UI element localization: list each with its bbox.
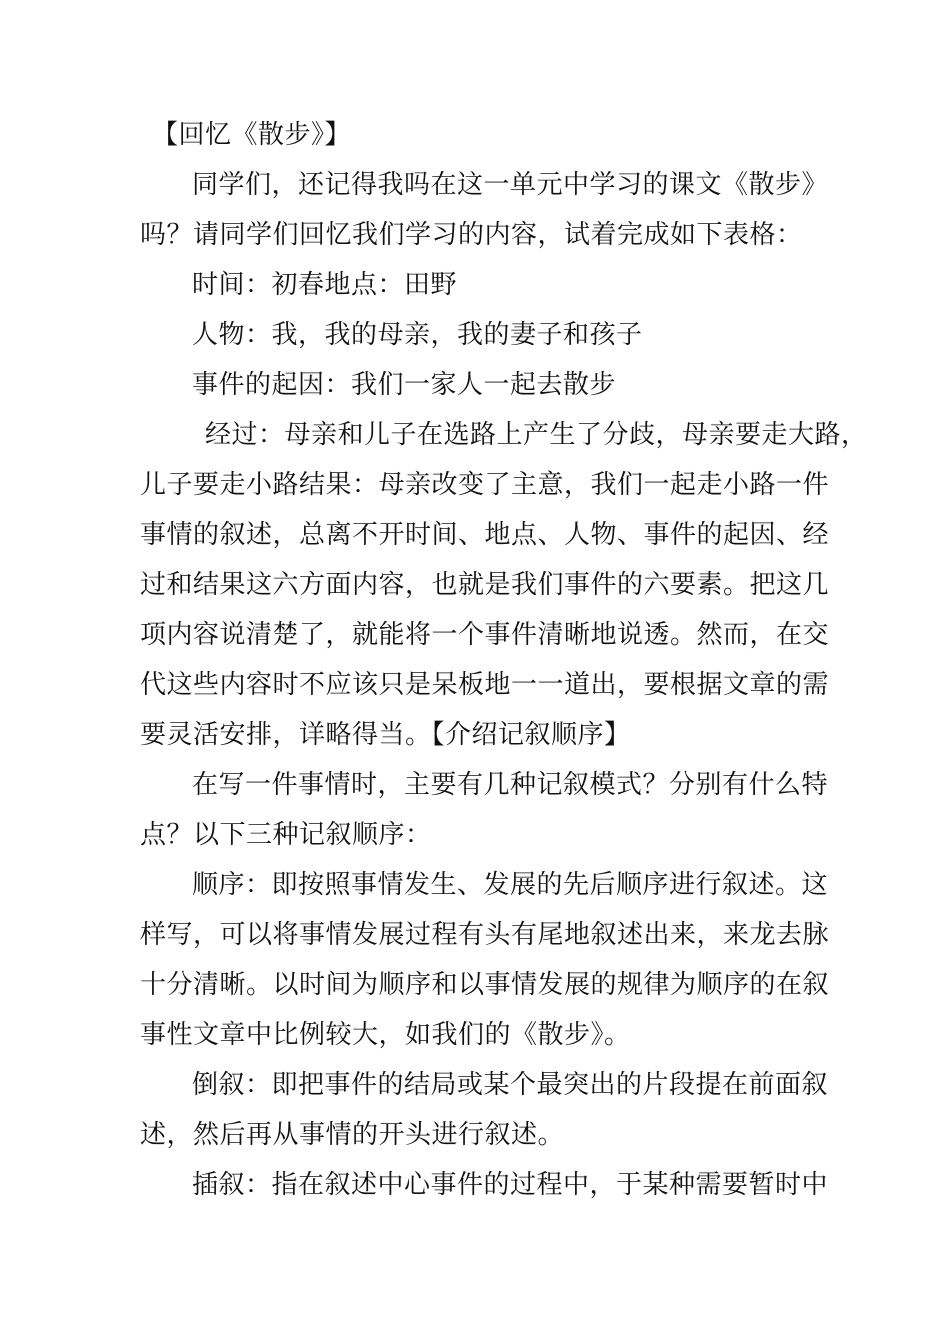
paragraph-line: 过和结果这六方面内容，也就是我们事件的六要素。把这几: [140, 570, 830, 600]
paragraph-line: 时间：初春地点：田野: [192, 270, 458, 300]
paragraph-line: 事件的起因：我们一家人一起去散步: [192, 370, 617, 400]
paragraph-line: 事情的叙述，总离不开时间、地点、人物、事件的起因、经: [140, 520, 830, 550]
paragraph-line: 项内容说清楚了，就能将一个事件清晰地说透。然而，在交: [140, 620, 830, 650]
section-heading-recall: 【回忆《散步》】: [152, 120, 352, 150]
paragraph-line: 人物：我，我的母亲，我的妻子和孩子: [192, 320, 643, 350]
paragraph-line: 在写一件事情时，主要有几种记叙模式？分别有什么特: [192, 770, 829, 800]
paragraph-line: 十分清晰。以时间为顺序和以事情发展的规律为顺序的在叙: [140, 970, 830, 1000]
paragraph-line: 吗？请同学们回忆我们学习的内容，试着完成如下表格：: [140, 220, 803, 250]
paragraph-line: 插叙：指在叙述中心事件的过程中，于某种需要暂时中: [192, 1170, 829, 1200]
paragraph-line: 要灵活安排，详略得当。【介绍记叙顺序】: [140, 720, 631, 750]
paragraph-line: 事性文章中比例较大，如我们的《散步》。: [140, 1020, 631, 1050]
paragraph-line: 经过：母亲和儿子在选路上产生了分歧，母亲要走大路，: [205, 420, 868, 450]
paragraph-line: 顺序：即按照事情发生、发展的先后顺序进行叙述。这: [192, 870, 829, 900]
paragraph-line: 点？以下三种记叙顺序：: [140, 820, 432, 850]
paragraph-line: 儿子要走小路结果：母亲改变了主意，我们一起走小路一件: [140, 470, 830, 500]
paragraph-line: 倒叙：即把事件的结局或某个最突出的片段提在前面叙: [192, 1070, 829, 1100]
paragraph-line: 述，然后再从事情的开头进行叙述。: [140, 1120, 565, 1150]
paragraph-line: 样写，可以将事情发展过程有头有尾地叙述出来，来龙去脉: [140, 920, 830, 950]
paragraph-line: 代这些内容时不应该只是呆板地一一道出，要根据文章的需: [140, 670, 830, 700]
paragraph-line: 同学们，还记得我吗在这一单元中学习的课文《散步》: [192, 170, 829, 200]
